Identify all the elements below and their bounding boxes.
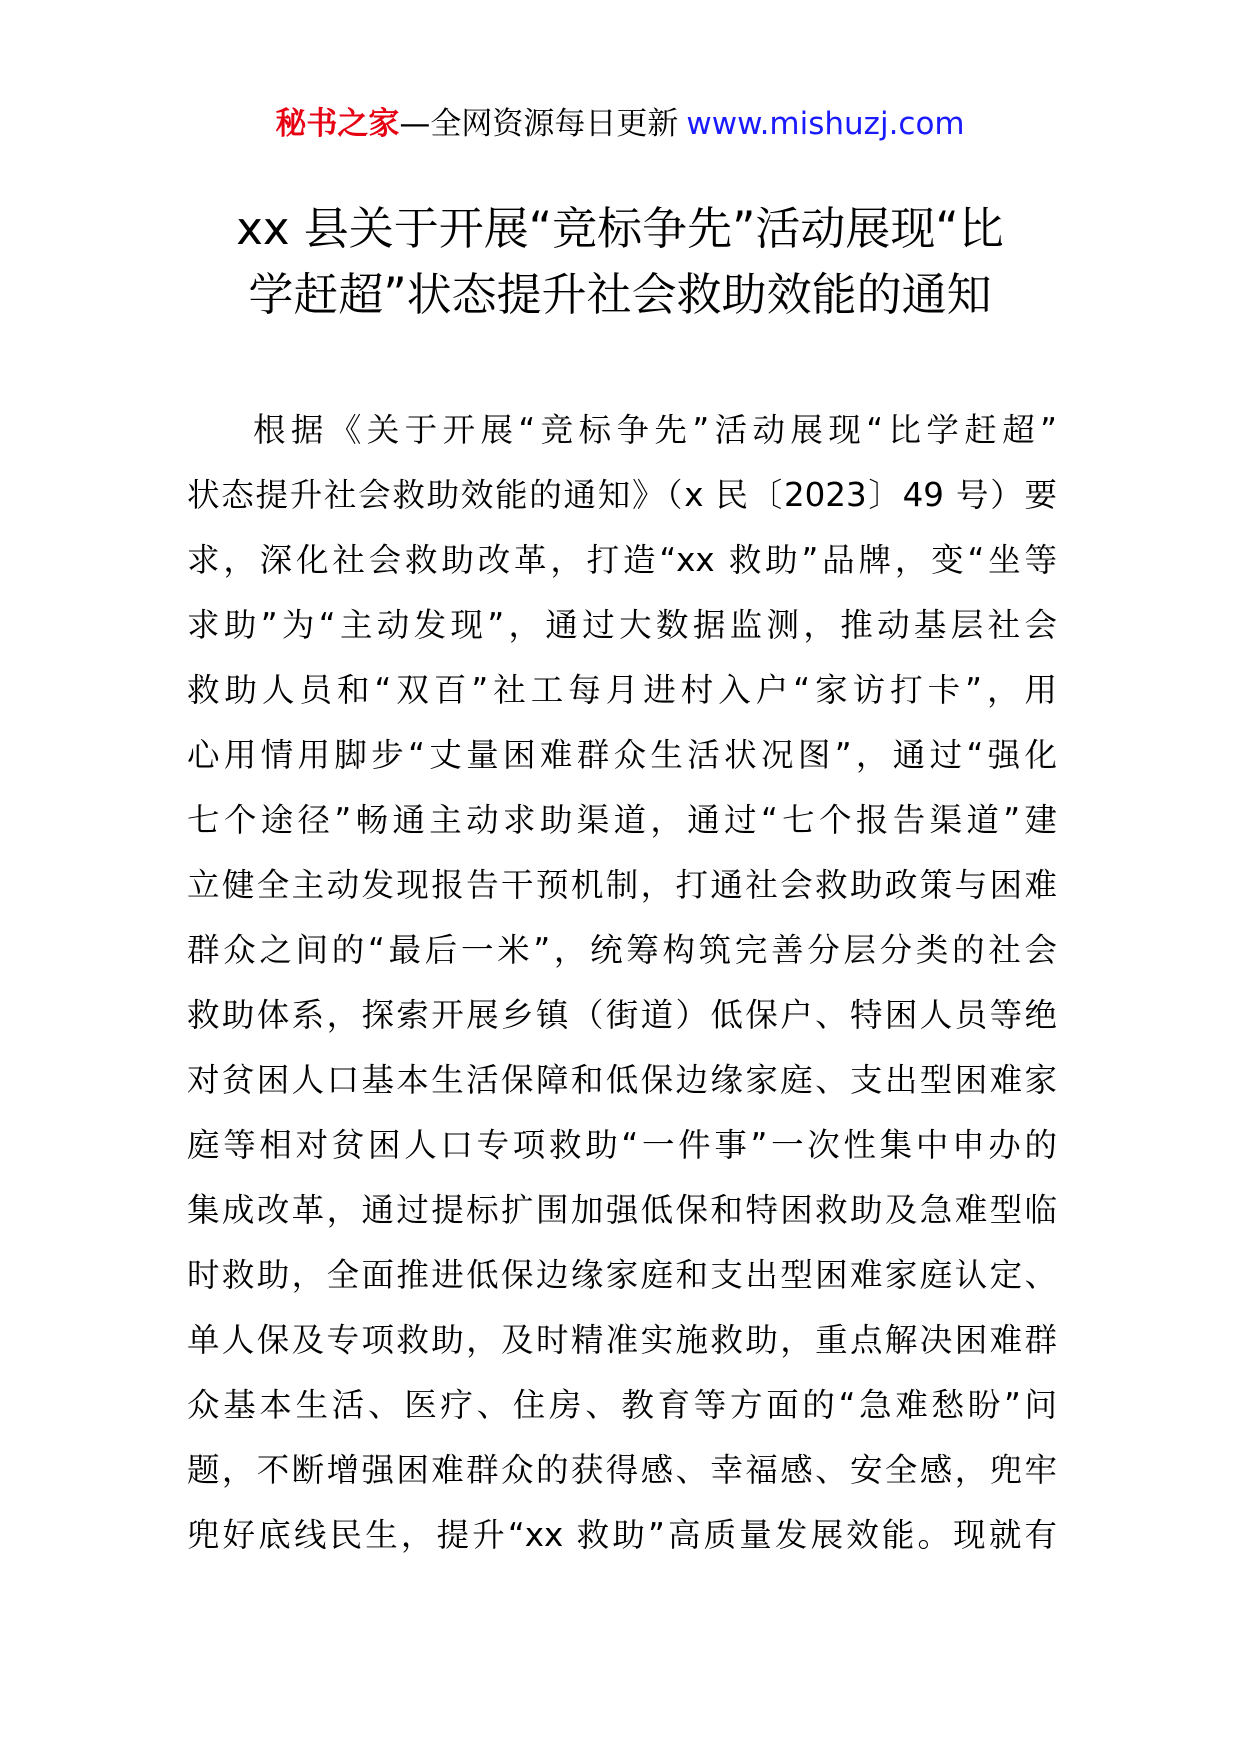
body-line: 庭等相对贫困人口专项救助“一件事”一次性集中申办的: [187, 1126, 1057, 1164]
body-line: 求助”为“主动发现”，通过大数据监测，推动基层社会: [187, 606, 1057, 644]
body-line: 单人保及专项救助，及时精准实施救助，重点解决困难群: [187, 1321, 1057, 1359]
document-body: [187, 398, 1057, 1568]
document-title-line: xx 县关于开展“竞标争先”活动展现“比: [236, 202, 1004, 255]
body-line: 救助体系，探索开展乡镇（街道）低保户、特困人员等绝: [187, 996, 1057, 1034]
site-brand: 秘书之家: [275, 106, 400, 142]
body-line: 众基本生活、医疗、住房、教育等方面的“急难愁盼”问: [187, 1386, 1057, 1424]
body-line: 求，深化社会救助改革，打造“xx 救助”品牌，变“坐等: [187, 541, 1057, 579]
body-line: 状态提升社会救助效能的通知》（x 民〔2023〕49 号）要: [187, 476, 1057, 514]
body-line: 心用情用脚步“丈量困难群众生活状况图”，通过“强化: [187, 736, 1057, 774]
body-line: 七个途径”畅通主动求助渠道，通过“七个报告渠道”建: [187, 801, 1057, 839]
body-line: 题，不断增强困难群众的获得感、幸福感、安全感，兜牢: [187, 1451, 1057, 1489]
document-title-line: 学赶超”状态提升社会救助效能的通知: [248, 268, 992, 321]
body-line: 群众之间的“最后一米”，统筹构筑完善分层分类的社会: [187, 931, 1057, 969]
body-line: 立健全主动发现报告干预机制，打通社会救助政策与困难: [187, 866, 1057, 904]
site-url-link[interactable]: www.mishuzj.com: [686, 106, 965, 142]
body-line: 兜好底线民生，提升“xx 救助”高质量发展效能。现就有: [187, 1516, 1057, 1554]
site-tagline: —全网资源每日更新: [399, 106, 679, 142]
document-title: [150, 196, 1090, 328]
body-line: 时救助，全面推进低保边缘家庭和支出型困难家庭认定、: [187, 1256, 1057, 1294]
body-line: 根据《关于开展“竞标争先”活动展现“比学赶超”: [253, 411, 1057, 449]
site-header: [0, 100, 1240, 148]
body-line: 集成改革，通过提标扩围加强低保和特困救助及急难型临: [187, 1191, 1057, 1229]
body-line: 救助人员和“双百”社工每月进村入户“家访打卡”，用: [187, 671, 1057, 709]
body-line: 对贫困人口基本生活保障和低保边缘家庭、支出型困难家: [187, 1061, 1057, 1099]
